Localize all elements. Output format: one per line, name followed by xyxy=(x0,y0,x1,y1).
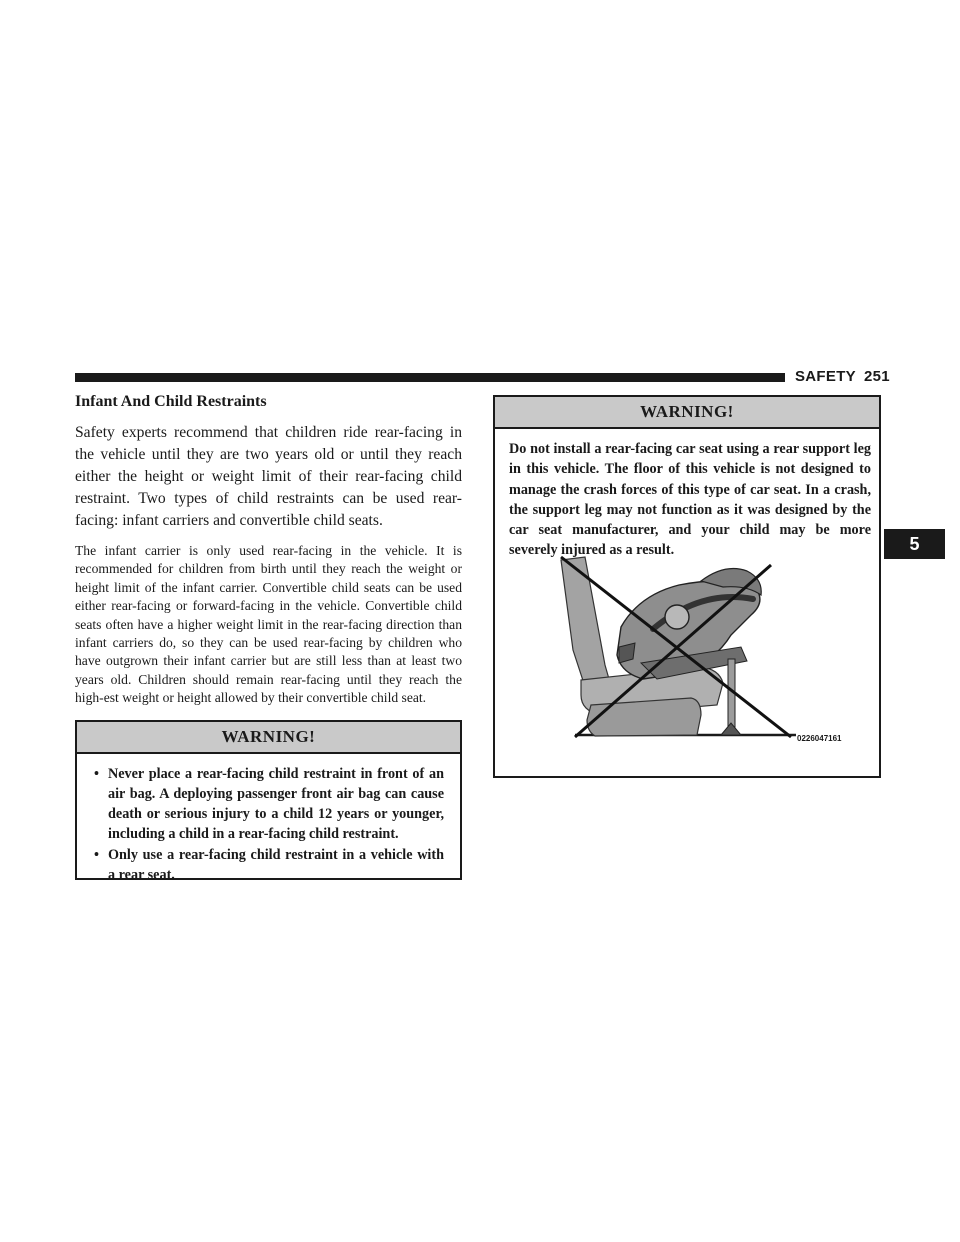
warning-box-air-bag xyxy=(75,720,462,883)
figure-code: 0226047161 xyxy=(797,734,842,743)
bullet: • xyxy=(94,765,99,782)
running-header xyxy=(795,368,890,386)
warning-item-text: Only use a rear-facing child restraint in a vehicle with a rear seat. xyxy=(108,846,444,883)
warning-item xyxy=(94,845,444,885)
seat-base-shape xyxy=(587,698,701,736)
chapter-tab: 5 xyxy=(884,529,945,559)
warning-item xyxy=(94,764,444,844)
warning-text: Do not install a rear-facing car seat using a rear support leg in this vehicle. The floor of this vehicle is not designed to manage the crash forces of this type of car seat. In a crash, the support leg may not function as it was designed by the car seat manufacturer, and your child may be more severely injured as a result. xyxy=(509,441,871,559)
left-column xyxy=(75,393,462,883)
warning-item-text: Never place a rear-facing child restraint in front of an air bag. A deploying passenger front air bag can cause death or serious injury to a child 12 years or younger, including a child in a rear-facing child restraint. xyxy=(108,765,444,842)
handle-pivot xyxy=(665,605,689,629)
support-leg xyxy=(728,659,735,731)
infant-carrier-paragraph: The infant carrier is only used rear-facing in the vehicle. It is recommended for children from birth until they reach the weight or height limit of the infant carrier. Convertible child seats can be used either rear-facing or forward-facing in the vehicle. Convertible child seats often have a higher weight limit in the rear-facing direction than infant carriers do, so they can be used rear-facing by children who have outgrown their infant carrier but are still less than at least two years old. Children should remain rear-facing until they reach the high-est weight or height allowed by their convertible child seat. xyxy=(75,543,462,706)
page-number: 251 xyxy=(863,368,890,385)
warning-list xyxy=(77,754,460,885)
warning-box-support-leg xyxy=(493,395,881,778)
bullet: • xyxy=(94,846,99,863)
warning-title: WARNING! xyxy=(77,722,460,754)
section-heading: Infant And Child Restraints xyxy=(75,393,267,410)
header-rule xyxy=(75,373,785,382)
support-leg-foot xyxy=(721,723,741,735)
intro-paragraph: Safety experts recommend that children ride rear-facing in the vehicle until they are two years old or until they reach either the height or weight limit of their rear-facing child restraint. Two types of child restraints can be used rear-facing: infant carriers and convertible child seats. xyxy=(75,424,462,529)
warning-title: WARNING! xyxy=(495,397,879,429)
car-seat-support-leg-illustration xyxy=(551,555,867,745)
crossed-out-car-seat-image xyxy=(551,555,867,745)
header-section: SAFETY xyxy=(795,368,856,385)
